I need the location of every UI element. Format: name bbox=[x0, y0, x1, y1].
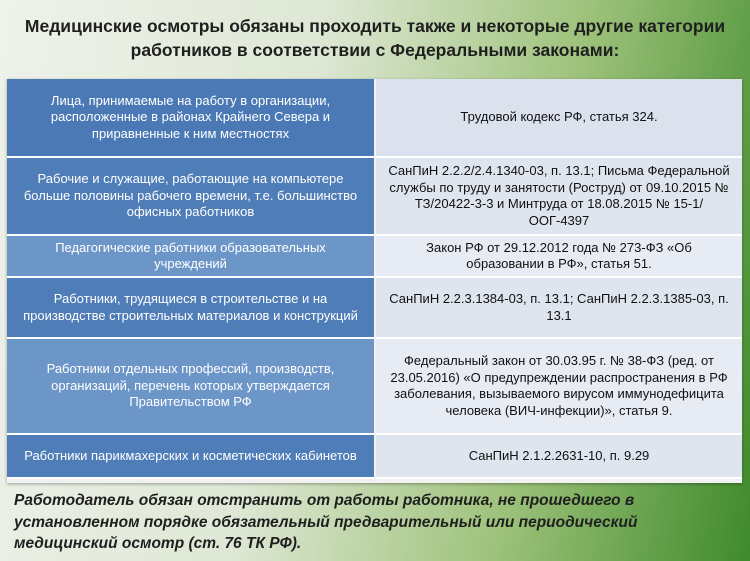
table-cell-law: СанПиН 2.2.3.1384-03, п. 13.1; СанПиН 2.2.3.1385-03, п. 13.1 bbox=[376, 278, 742, 339]
table-cell-law: СанПиН 2.2.2/2.4.1340-03, п. 13.1; Письма Федеральной службы по труду и занятости (Роструд) от 09.10.2015 № ТЗ/20422-3-3 и Минтруда от 18.08.2015 № 15-1/ООГ-4397 bbox=[376, 158, 742, 236]
table-cell-law: Трудовой кодекс РФ, статья 324. bbox=[376, 79, 742, 158]
table-cell-category: Рабочие и служащие, работающие на компьютере больше половины рабочего времени, т.е. большинство офисных работников bbox=[7, 158, 374, 236]
law-table bbox=[7, 79, 742, 483]
table-cell-category: Лица, принимаемые на работу в организации, расположенные в районах Крайнего Севера и приравненные к ним местностях bbox=[7, 79, 374, 158]
table-cell-category: Работники парикмахерских и косметических кабинетов bbox=[7, 435, 374, 479]
slide-footer-note: Работодатель обязан отстранить от работы работника, не прошедшего в установленном порядке обязательный предварительный или периодический медицинский осмотр (ст. 76 ТК РФ). bbox=[14, 492, 638, 552]
table-cell-law: СанПиН 2.1.2.2631-10, п. 9.29 bbox=[376, 435, 742, 479]
table-cell-category: Педагогические работники образовательных учреждений bbox=[7, 236, 374, 278]
slide-title: Медицинские осмотры обязаны проходить также и некоторые другие категории работников в соответствии с Федеральными законами: bbox=[24, 16, 726, 60]
table-cell-law: Федеральный закон от 30.03.95 г. № 38-ФЗ (ред. от 23.05.2016) «О предупреждении распространения в РФ заболевания, вызываемого вирусом иммунодефицита человека (ВИЧ-инфекции)», статья 9. bbox=[376, 339, 742, 435]
table-cell-law: Закон РФ от 29.12.2012 года № 273-ФЗ «Об образовании в РФ», статья 51. bbox=[376, 236, 742, 278]
table-cell-category: Работники отдельных профессий, производств, организаций, перечень которых утверждается Правительством РФ bbox=[7, 339, 374, 435]
table-cell-category: Работники, трудящиеся в строительстве и на производстве строительных материалов и конструкций bbox=[7, 278, 374, 339]
